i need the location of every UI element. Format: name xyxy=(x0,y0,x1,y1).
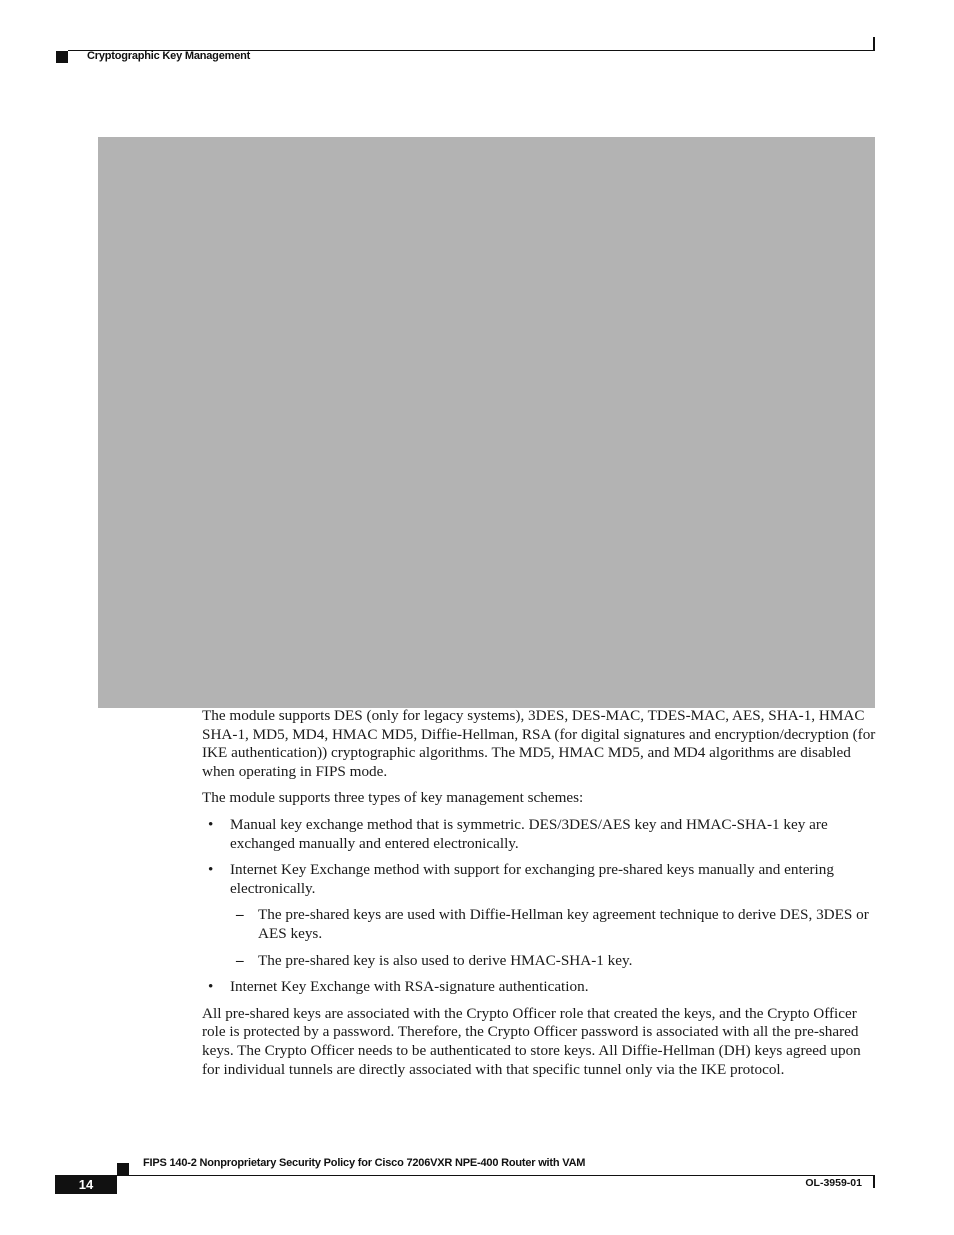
key-scheme-list xyxy=(202,816,877,997)
page-number-box xyxy=(55,1175,117,1194)
document-id: OL-3959-01 xyxy=(805,1177,862,1189)
paragraph-pre-shared-keys: All pre-shared keys are associated with the Crypto Officer role that created the keys, and the Crypto Officer role is protected by a password. Therefore, the Crypto Officer password is associated with all the pre-shared keys. The Crypto Officer needs to be authenticated to store keys. All Diffie-Hellman (DH) keys agreed upon for individual tunnels are directly associated with that specific tunnel only via the IKE protocol. xyxy=(202,1004,861,1078)
dash-marker: – xyxy=(236,951,244,969)
list-item xyxy=(202,816,877,853)
redacted-gray-block xyxy=(98,137,875,708)
bullet-marker: • xyxy=(208,815,214,833)
footer-document-title: FIPS 140-2 Nonproprietary Security Policy for Cisco 7206VXR NPE-400 Router with VAM xyxy=(143,1157,586,1169)
dash-marker: – xyxy=(236,906,244,924)
body-content xyxy=(202,707,877,1087)
header-section-title: Cryptographic Key Management xyxy=(87,50,251,62)
footer-rule xyxy=(117,1175,874,1176)
footer-tick xyxy=(873,1175,875,1188)
list-item-text: Internet Key Exchange method with support for exchanging pre-shared keys manually and entering electronically. xyxy=(230,861,834,897)
list-item-text: Internet Key Exchange with RSA-signature authentication. xyxy=(230,978,589,996)
header-tick xyxy=(873,37,875,51)
paragraph-algorithms: The module supports DES (only for legacy systems), 3DES, DES-MAC, TDES-MAC, AES, SHA-1, HMAC SHA-1, MD5, MD4, HMAC MD5, Diffie-Hellman, RSA (for digital signatures and encryption/decryption (for IKE authentication)) cryptographic algorithms. The MD5, HMAC MD5, and MD4 algorithms are disabled when operating in FIPS mode. xyxy=(202,707,876,780)
sub-list-item-text: The pre-shared keys are used with Diffie-Hellman key agreement technique to derive DES, 3DES or AES keys. xyxy=(258,906,869,942)
sub-list-item-text: The pre-shared key is also used to derive HMAC-SHA-1 key. xyxy=(258,951,633,969)
bullet-marker: • xyxy=(208,861,214,879)
sub-list-item xyxy=(230,906,877,943)
paragraph-key-schemes-intro: The module supports three types of key management schemes: xyxy=(202,789,584,807)
sub-list-item xyxy=(230,952,877,971)
footer-square-marker xyxy=(117,1163,129,1175)
list-item-text: Manual key exchange method that is symmetric. DES/3DES/AES key and HMAC-SHA-1 key are exchanged manually and entered electronically. xyxy=(230,815,828,852)
page-number: 14 xyxy=(78,1177,94,1192)
header-square-marker xyxy=(56,51,68,63)
list-item xyxy=(202,978,877,997)
list-item xyxy=(202,861,877,970)
bullet-marker: • xyxy=(208,978,214,996)
sub-list xyxy=(230,906,877,970)
